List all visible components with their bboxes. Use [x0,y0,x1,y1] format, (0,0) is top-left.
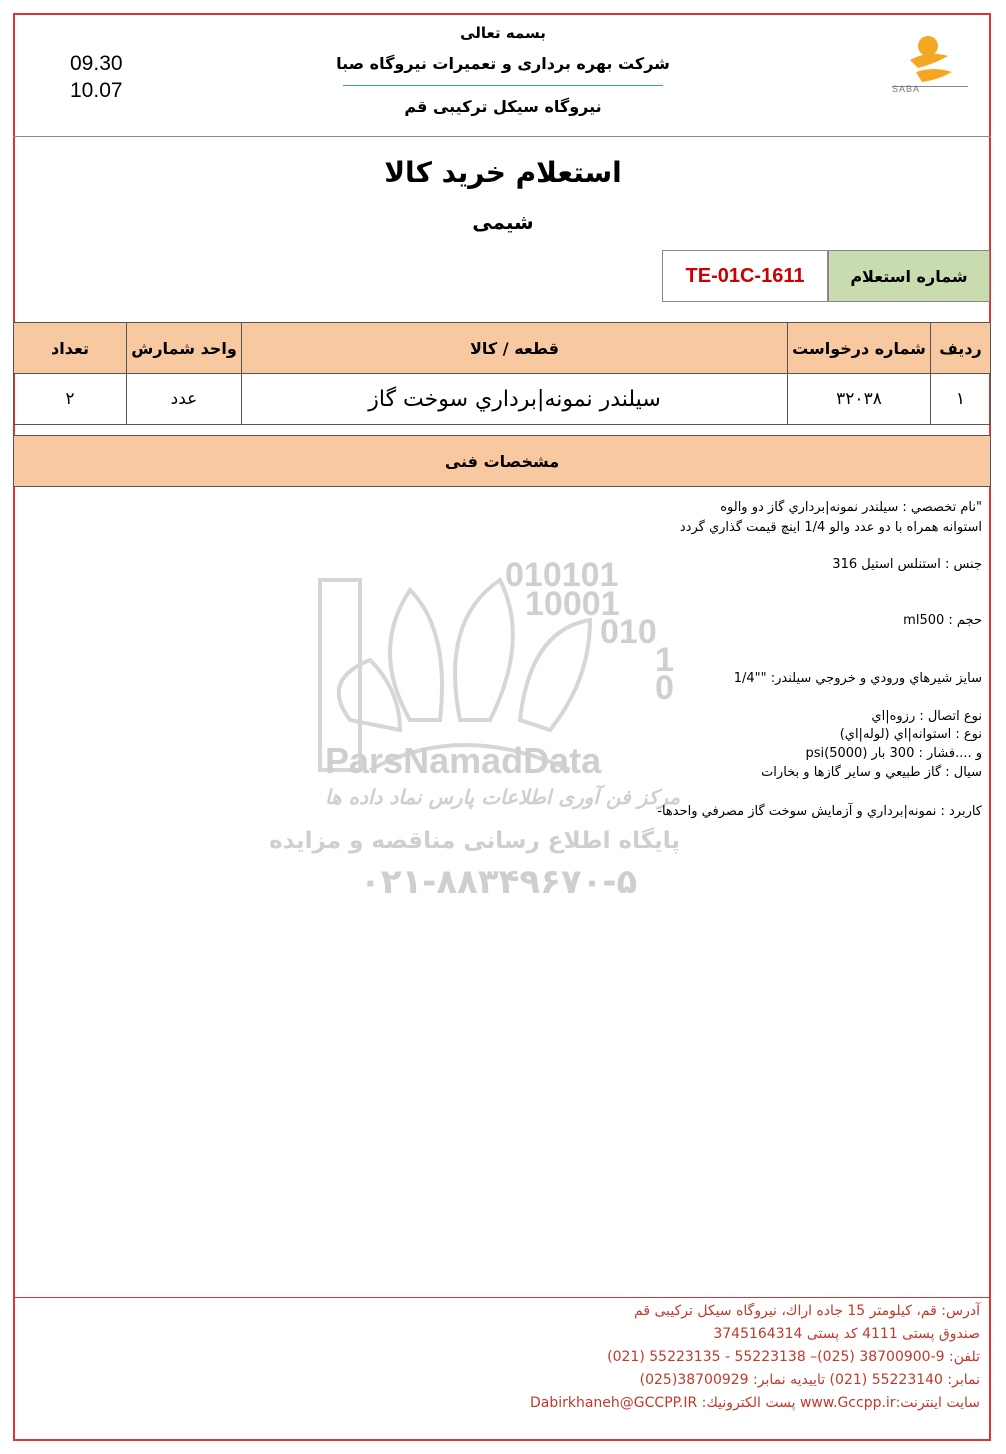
watermark-binary-2: 10001 [525,585,620,623]
col-header-qty: تعداد [13,322,127,374]
inquiry-label-cell [828,250,990,302]
spec-line-10: کاربرد : نمونه|برداري و آزمايش سوخت گاز مصرفي واحدها- [657,804,982,819]
col-header-unit: واحد شمارش [126,322,242,374]
spec-line-8: و ....فشار : 300 بار (psi(5000 [805,746,982,761]
spec-line-6: نوع اتصال : رزوه|اي [871,709,982,724]
spec-line-9: سيال : گاز طبيعي و ساير گازها و بخارات [761,765,982,780]
col-header-row: ردیف [930,322,991,374]
footer-address: آدرس: قم، کیلومتر 15 جاده اراك، نیروگاه سیکل ترکیبی قم [634,1303,980,1319]
col-header-request-no: شماره درخواست [787,322,931,374]
specs-header [13,435,991,487]
header-underline [343,85,663,86]
table-row-cell-item: سیلندر نمونه|برداري سوخت گاز [241,373,788,425]
table-row-cell-row: ۱ [930,373,991,425]
watermark-binary-5: 0 [655,669,674,707]
table-row-cell-unit: عدد [126,373,242,425]
spec-line-1: "نام تخصصي : سيلندر نمونه|برداري گاز دو والوه [720,500,982,515]
inquiry-number: TE-01C-1611 [685,264,805,287]
specs-title: مشخصات فنی [444,451,560,471]
page-category: شیمی [472,210,534,234]
logo-text: SABA [892,84,921,94]
header-date-1: 09.30 [70,52,123,75]
col-header-item: قطعه / کالا [241,322,788,374]
saba-logo [888,24,972,108]
inquiry-number-cell [662,250,828,302]
spec-line-5: سايز شيرهاي ورودي و خروجي سيلندر: ""1/4 [733,671,982,686]
footer-fax: نمابر: 55223140 (021) تاییدیه نمابر: 38700929(025) [639,1372,980,1388]
watermark-phone: ۰۲۱-۸۸۳۴۹۶۷۰-۵ [360,862,638,902]
header-date-2: 10.07 [70,79,123,102]
footer-divider [13,1297,991,1298]
watermark-line-2: پایگاه اطلاع رسانی مناقصه و مزایده [269,828,680,854]
spec-line-4: حجم : ml500 [903,613,982,628]
table-row-cell-qty: ۲ [13,373,127,425]
spec-line-7: نوع : استوانه|اي (لوله|اي) [839,727,982,742]
table-row-cell-request-no: ۳۲۰۳۸ [787,373,931,425]
page-title: استعلام خرید کالا [384,156,622,189]
watermark-brand: ParsNamadData [325,740,602,781]
watermark-binary-3: 010 [600,613,657,651]
inquiry-label: شماره استعلام [850,266,968,286]
spec-line-2: استوانه همراه با دو عدد والو 1/4 اينچ قيمت گذاري گردد [679,520,982,535]
watermark-binary-1: 010101 [505,556,619,594]
spec-line-3: جنس : استنلس استيل 316 [832,557,982,572]
footer-po-box: صندوق پستی 4111 کد پستی 3745164314 [713,1326,980,1342]
header-divider [13,136,991,137]
footer-web: سایت اینترنت:www.Gccpp.ir پست الکترونیك: Dabirkhaneh@GCCPP.IR [529,1395,980,1411]
company-name: شرکت بهره برداری و تعمیرات نیروگاه صبا [336,54,670,73]
watermark-binary-4: 1 [655,641,674,679]
watermark-line-1: مرکز فن آوری اطلاعات پارس نماد داده ها [325,785,680,809]
bismillah: بسمه تعالی [460,24,546,42]
saba-logo-icon [888,24,972,108]
plant-name: نیروگاه سیکل ترکیبی قم [404,97,602,116]
footer-phone: تلفن: 9-38700900 (025)– 55223138 - 55223135 (021) [607,1349,980,1365]
